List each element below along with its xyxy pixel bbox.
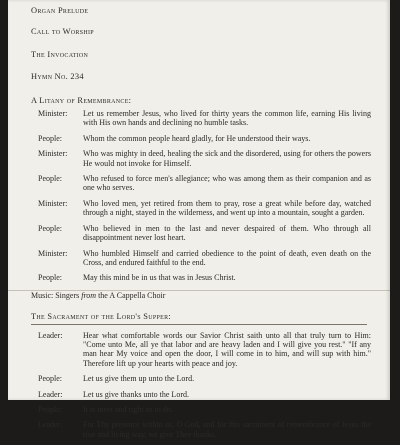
speaker-label: People: (38, 174, 62, 184)
litany-title: A Litany of Remembrance: (31, 95, 132, 105)
line-text: Who was mighty in deed, healing the sick and the disordered, using for others the powers He would not invoke for Himself. (83, 149, 371, 168)
speaker-label: People: (38, 404, 62, 414)
speaker-label: Leader: (38, 420, 63, 430)
line-text: May this mind be in us that was in Jesus Christ. (83, 273, 236, 283)
line-text: Who believed in men to the last and never despaired of them. Who through all disappointment never lost heart. (83, 223, 371, 243)
speaker-label: Minister: (38, 109, 68, 119)
sacrament-line (38, 390, 371, 399)
invocation-heading: The Invocation (31, 49, 89, 59)
call-to-worship-heading: Call to Worship (31, 27, 94, 37)
speaker-label: Leader: (38, 389, 63, 399)
line-text: It is meet and right so to do. (83, 404, 173, 414)
litany-lines (31, 109, 371, 283)
hymn-number-heading: Hymn No. 234 (31, 72, 84, 82)
section-divider (31, 324, 367, 325)
program-page (8, 0, 390, 439)
sacrament-line (38, 374, 371, 383)
speaker-label: People: (38, 273, 62, 283)
line-text: Hear what comfortable words our Savior Christ saith unto all that truly turn to Him: "Come unto Me, all ye that labor and are heavy laden and I will give you rest." "If any man hear My voice and open the door, I will come in to him, and will sup with him." Therefore lift up your hearts with peace and joy. (83, 330, 371, 368)
litany-line (38, 199, 371, 218)
sacrament-title: The Sacrament of the Lord's Supper: (31, 312, 172, 322)
line-text: For Thy presence within us, O God, and for this sacrament of remembrance of Jesus the true and living way, we give Thee thanks. (83, 420, 371, 439)
litany-line (38, 134, 371, 143)
litany-line (38, 174, 371, 193)
speaker-label: Minister: (38, 248, 68, 258)
line-text: Who humbled Himself and carried obedience to the point of death, even death on the Cross, and endured faithful to the end. (83, 248, 371, 267)
litany-line (38, 273, 371, 282)
sacrament-line (38, 331, 371, 369)
litany-line (38, 224, 371, 243)
litany-line (38, 149, 371, 168)
speaker-label: Leader: (38, 330, 63, 340)
line-text: Let us give thanks unto the Lord. (83, 389, 189, 399)
line-text: Who refused to force men's allegiance; who was among them as their companion and as one who serves. (83, 174, 371, 193)
line-text: Let us remember Jesus, who lived for thirty years the common life, earning His living with His own hands and declining no humble tasks. (83, 109, 371, 128)
order-of-service (31, 6, 371, 445)
line-text: Whom the common people heard gladly, for He understood their ways. (83, 133, 311, 143)
music-performer: Singers (55, 290, 80, 300)
line-text: Let us give them up unto the Lord. (83, 374, 195, 384)
speaker-label: People: (38, 133, 62, 143)
speaker-label: People: (38, 374, 62, 384)
sacrament-lines (31, 331, 371, 440)
litany-line (38, 249, 371, 268)
line-text: Who loved men, yet retired from them to pray, rose a great while before day, watched through a night, stayed in the wilderness, and went up into a mountain, sought a garden. (83, 198, 371, 218)
music-label: Music: (31, 290, 54, 300)
speaker-label: People: (38, 223, 62, 233)
music-from: from (81, 290, 97, 300)
speaker-label: Minister: (38, 198, 68, 208)
music-line (31, 291, 371, 300)
organ-prelude-heading: Organ Prelude (31, 6, 89, 15)
speaker-label: Minister: (38, 149, 68, 159)
sacrament-line (38, 420, 371, 439)
sacrament-line (38, 405, 371, 414)
music-choir: the A Cappella Choir (98, 290, 166, 300)
litany-line (38, 109, 371, 128)
